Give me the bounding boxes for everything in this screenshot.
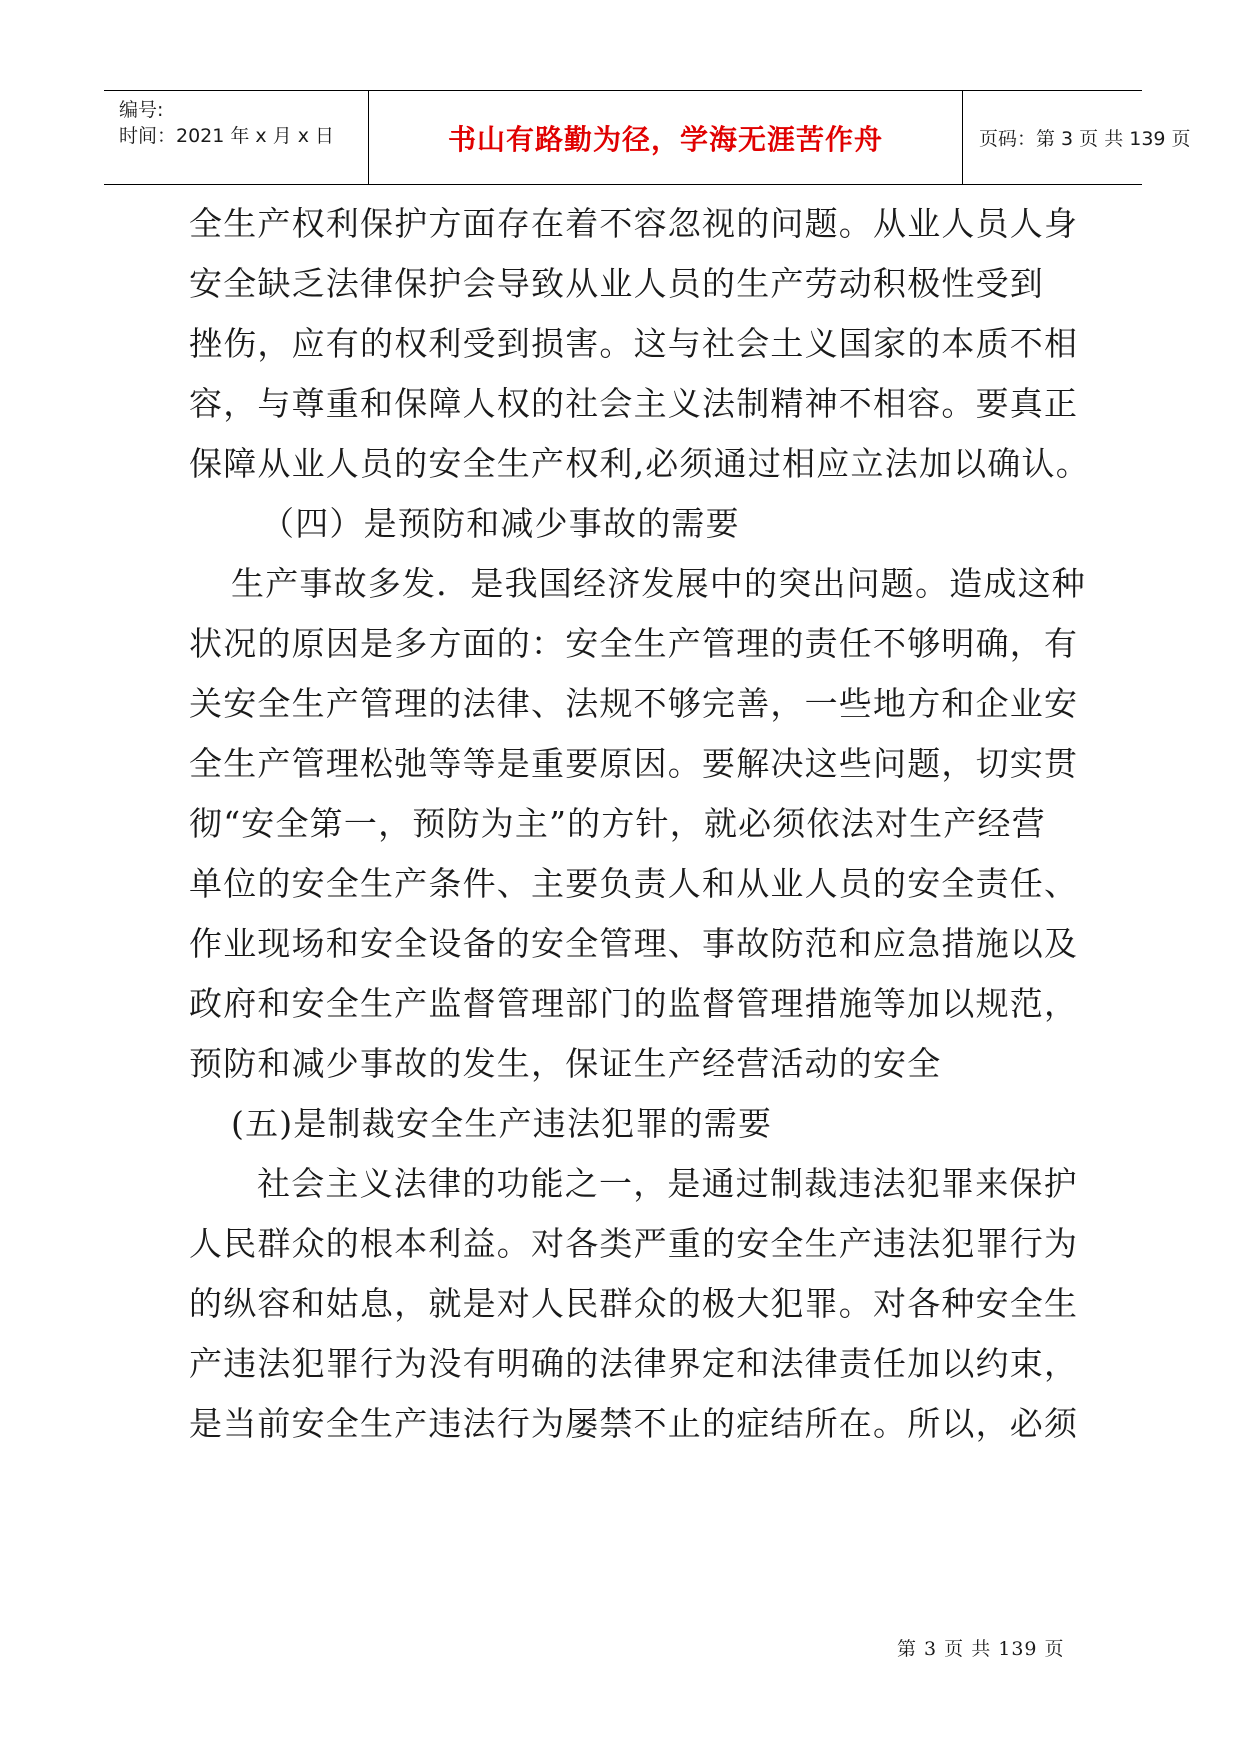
body-line: 生产事故多发．是我国经济发展中的突出问题。造成这种	[231, 564, 1086, 603]
body-line: 全生产管理松弛等等是重要原因。要解决这些问题，切实贯	[189, 744, 1079, 783]
body-line: 人民群众的根本利益。对各类严重的安全生产违法犯罪行为	[189, 1224, 1079, 1263]
document-header	[104, 90, 1191, 185]
body-line: 状况的原因是多方面的：安全生产管理的责任不够明确，有	[189, 624, 1079, 663]
body-line: 的纵容和姑息，就是对人民群众的极大犯罪。对各种安全生	[189, 1284, 1079, 1323]
page-info: 页码：第 3 页 共 139 页	[979, 128, 1191, 150]
body-line: 挫伤，应有的权利受到损害。这与社会土义国家的本质不相	[189, 324, 1079, 363]
body-line: 全生产权利保护方面存在着不容忽视的问题。从业人员人身	[189, 204, 1079, 243]
motto: 书山有路勤为径，学海无涯苦作舟	[447, 122, 883, 156]
body-line: 保障从业人员的安全生产权利,必须通过相应立法加以确认。	[189, 444, 1090, 483]
body-line: 社会主义法律的功能之一，是通过制裁违法犯罪来保护	[257, 1164, 1078, 1203]
section-heading-5: (五)是制裁安全生产违法犯罪的需要	[231, 1104, 773, 1143]
body-line: 预防和减少事故的发生，保证生产经营活动的安全	[189, 1044, 942, 1083]
body-line: 容，与尊重和保障人权的社会主义法制精神不相容。要真正	[189, 384, 1079, 423]
body-line: 关安全生产管理的法律、法规不够完善，一些地方和企业安	[189, 684, 1079, 723]
body-line: 安全缺乏法律保护会导致从业人员的生产劳动积极性受到	[189, 264, 1044, 303]
body-line: 单位的安全生产条件、主要负责人和从业人员的安全责任、	[189, 864, 1079, 903]
page-footer: 第 3 页 共 139 页	[897, 1638, 1065, 1660]
header-motto-cell	[369, 91, 963, 184]
body-line: 产违法犯罪行为没有明确的法律界定和法律责任加以约束，	[189, 1344, 1079, 1383]
time-label: 时间：2021 年 x 月 x 日	[119, 125, 335, 147]
body-line: 政府和安全生产监督管理部门的监督管理措施等加以规范，	[189, 984, 1079, 1023]
number-label: 编号:	[119, 99, 164, 121]
header-meta-cell	[104, 91, 369, 184]
document-body	[189, 194, 1090, 1454]
section-heading-4: （四）是预防和减少事故的需要	[261, 504, 740, 543]
body-line: 作业现场和安全设备的安全管理、事故防范和应急措施以及	[189, 924, 1079, 963]
body-line: 彻“安全第一，预防为主”的方针，就必须依法对生产经营	[189, 804, 1046, 843]
body-line: 是当前安全生产违法行为屡禁不止的症结所在。所以，必须	[189, 1404, 1079, 1443]
header-page-cell	[963, 91, 1191, 184]
